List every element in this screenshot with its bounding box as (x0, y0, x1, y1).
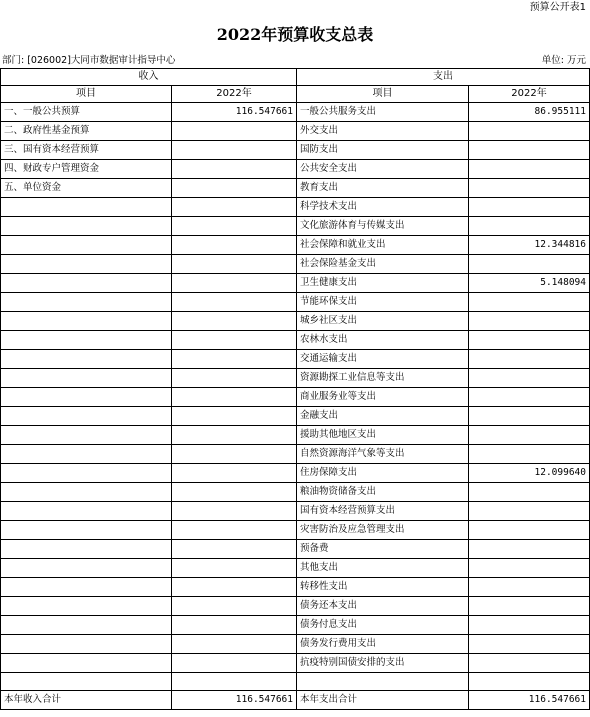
table-row (1, 369, 590, 388)
blank-cell (297, 673, 469, 691)
expense-section-header: 支出 (297, 69, 590, 86)
table-row (1, 312, 590, 331)
table-row (1, 407, 590, 426)
expense-value-cell (469, 502, 590, 521)
income-item-cell (1, 502, 172, 521)
table-row (1, 236, 590, 255)
table-row (1, 331, 590, 350)
expense-item-cell: 公共安全支出 (297, 160, 469, 179)
income-item-cell (1, 293, 172, 312)
expense-item-cell: 住房保障支出 (297, 464, 469, 483)
income-item-cell (1, 198, 172, 217)
table-row (1, 502, 590, 521)
expense-value-cell (469, 521, 590, 540)
income-value-cell (172, 388, 297, 407)
expense-value-cell: 5.148094 (469, 274, 590, 293)
income-value-cell (172, 597, 297, 616)
expense-value-cell (469, 141, 590, 160)
expense-value-cell (469, 654, 590, 673)
expense-item-cell: 文化旅游体育与传媒支出 (297, 217, 469, 236)
expense-item-cell: 转移性支出 (297, 578, 469, 597)
income-item-cell: 二、政府性基金预算 (1, 122, 172, 141)
expense-item-cell: 资源勘探工业信息等支出 (297, 369, 469, 388)
expense-item-cell: 债务发行费用支出 (297, 635, 469, 654)
table-row (1, 483, 590, 502)
table-row (1, 445, 590, 464)
table-row (1, 464, 590, 483)
table-row (1, 426, 590, 445)
income-item-cell: 一、一般公共预算 (1, 103, 172, 122)
department-label: 部门: [026002]大同市数据审计指导中心 (2, 55, 176, 66)
income-value-cell (172, 521, 297, 540)
expense-value-cell (469, 540, 590, 559)
income-value-cell (172, 255, 297, 274)
expense-value-cell (469, 597, 590, 616)
income-value-cell (172, 274, 297, 293)
totals-row (1, 691, 590, 710)
table-row (1, 597, 590, 616)
expense-value-cell (469, 122, 590, 141)
income-item-cell (1, 407, 172, 426)
expense-value-cell (469, 217, 590, 236)
expense-value-cell (469, 160, 590, 179)
table-row (1, 293, 590, 312)
expense-item-cell: 自然资源海洋气象等支出 (297, 445, 469, 464)
table-row (1, 179, 590, 198)
expense-value-cell (469, 331, 590, 350)
expense-item-cell: 交通运输支出 (297, 350, 469, 369)
table-row (1, 141, 590, 160)
expense-value-cell (469, 559, 590, 578)
income-item-cell (1, 331, 172, 350)
income-section-header: 收入 (1, 69, 297, 86)
income-value-cell (172, 464, 297, 483)
blank-cell (1, 673, 172, 691)
expense-item-cell: 外交支出 (297, 122, 469, 141)
income-item-cell: 五、单位资金 (1, 179, 172, 198)
income-item-cell (1, 578, 172, 597)
income-item-cell (1, 654, 172, 673)
table-row (1, 122, 590, 141)
expense-value-cell (469, 388, 590, 407)
income-value-cell (172, 540, 297, 559)
expense-value-cell (469, 426, 590, 445)
income-value-cell (172, 331, 297, 350)
expense-item-header: 项目 (297, 86, 469, 103)
income-item-cell (1, 635, 172, 654)
table-row (1, 217, 590, 236)
income-value-cell (172, 483, 297, 502)
income-item-cell (1, 236, 172, 255)
expense-total-label: 本年支出合计 (297, 691, 469, 710)
expense-item-cell: 卫生健康支出 (297, 274, 469, 293)
income-value-cell (172, 122, 297, 141)
income-year-header: 2022年 (172, 86, 297, 103)
expense-value-cell (469, 255, 590, 274)
page-title: 2022年预算收支总表 (216, 25, 374, 44)
income-value-cell (172, 160, 297, 179)
table-row (1, 160, 590, 179)
expense-value-cell: 86.955111 (469, 103, 590, 122)
form-number: 预算公开表1 (529, 2, 586, 13)
expense-value-cell (469, 407, 590, 426)
income-item-cell: 四、财政专户管理资金 (1, 160, 172, 179)
expense-item-cell: 社会保障和就业支出 (297, 236, 469, 255)
income-value-cell (172, 426, 297, 445)
expense-value-cell (469, 445, 590, 464)
income-item-cell (1, 388, 172, 407)
expense-item-cell: 其他支出 (297, 559, 469, 578)
income-value-cell (172, 654, 297, 673)
table-row (1, 578, 590, 597)
income-item-cell (1, 540, 172, 559)
expense-value-cell (469, 179, 590, 198)
expense-value-cell (469, 578, 590, 597)
expense-item-cell: 农林水支出 (297, 331, 469, 350)
expense-year-header: 2022年 (469, 86, 590, 103)
income-item-cell (1, 616, 172, 635)
expense-item-cell: 预备费 (297, 540, 469, 559)
income-value-cell (172, 407, 297, 426)
table-row (1, 198, 590, 217)
income-value-cell (172, 141, 297, 160)
income-item-cell (1, 312, 172, 331)
income-value-cell (172, 616, 297, 635)
expense-item-cell: 金融支出 (297, 407, 469, 426)
income-item-cell (1, 426, 172, 445)
section-header-row (1, 69, 590, 86)
income-total-label: 本年收入合计 (1, 691, 172, 710)
income-value-cell: 116.547661 (172, 103, 297, 122)
income-value-cell (172, 445, 297, 464)
income-item-cell (1, 274, 172, 293)
income-item-cell (1, 559, 172, 578)
income-value-cell (172, 179, 297, 198)
income-item-cell (1, 597, 172, 616)
expense-item-cell: 社会保险基金支出 (297, 255, 469, 274)
expense-total-value: 116.547661 (469, 691, 590, 710)
table-row (1, 540, 590, 559)
income-item-cell (1, 464, 172, 483)
expense-item-cell: 科学技术支出 (297, 198, 469, 217)
income-item-cell (1, 369, 172, 388)
income-item-header: 项目 (1, 86, 172, 103)
income-value-cell (172, 502, 297, 521)
expense-item-cell: 灾害防治及应急管理支出 (297, 521, 469, 540)
table-row (1, 388, 590, 407)
unit-label: 单位: 万元 (541, 55, 586, 66)
expense-value-cell (469, 369, 590, 388)
expense-value-cell: 12.344816 (469, 236, 590, 255)
blank-cell (469, 673, 590, 691)
expense-item-cell: 一般公共服务支出 (297, 103, 469, 122)
column-header-row (1, 86, 590, 103)
income-value-cell (172, 369, 297, 388)
expense-item-cell: 城乡社区支出 (297, 312, 469, 331)
income-value-cell (172, 198, 297, 217)
income-value-cell (172, 312, 297, 331)
income-total-value: 116.547661 (172, 691, 297, 710)
income-item-cell (1, 217, 172, 236)
income-value-cell (172, 635, 297, 654)
income-value-cell (172, 559, 297, 578)
expense-item-cell: 国有资本经营预算支出 (297, 502, 469, 521)
income-value-cell (172, 578, 297, 597)
income-value-cell (172, 350, 297, 369)
table-row (1, 521, 590, 540)
expense-item-cell: 债务付息支出 (297, 616, 469, 635)
expense-value-cell: 12.099640 (469, 464, 590, 483)
blank-cell (172, 673, 297, 691)
expense-item-cell: 商业服务业等支出 (297, 388, 469, 407)
expense-value-cell (469, 350, 590, 369)
income-value-cell (172, 217, 297, 236)
blank-row (1, 673, 590, 691)
table-row (1, 103, 590, 122)
expense-item-cell: 债务还本支出 (297, 597, 469, 616)
expense-item-cell: 国防支出 (297, 141, 469, 160)
table-row (1, 350, 590, 369)
table-row (1, 616, 590, 635)
expense-item-cell: 节能环保支出 (297, 293, 469, 312)
expense-item-cell: 教育支出 (297, 179, 469, 198)
expense-value-cell (469, 635, 590, 654)
income-item-cell (1, 350, 172, 369)
income-item-cell (1, 483, 172, 502)
expense-item-cell: 粮油物资储备支出 (297, 483, 469, 502)
expense-value-cell (469, 293, 590, 312)
income-item-cell: 三、国有资本经营预算 (1, 141, 172, 160)
table-row (1, 559, 590, 578)
income-item-cell (1, 521, 172, 540)
expense-item-cell: 援助其他地区支出 (297, 426, 469, 445)
table-row (1, 635, 590, 654)
expense-value-cell (469, 198, 590, 217)
table-row (1, 255, 590, 274)
expense-item-cell: 抗疫特别国债安排的支出 (297, 654, 469, 673)
expense-value-cell (469, 312, 590, 331)
income-item-cell (1, 255, 172, 274)
budget-summary-table (0, 68, 590, 710)
table-row (1, 654, 590, 673)
expense-value-cell (469, 616, 590, 635)
income-value-cell (172, 293, 297, 312)
income-value-cell (172, 236, 297, 255)
table-row (1, 274, 590, 293)
expense-value-cell (469, 483, 590, 502)
income-item-cell (1, 445, 172, 464)
